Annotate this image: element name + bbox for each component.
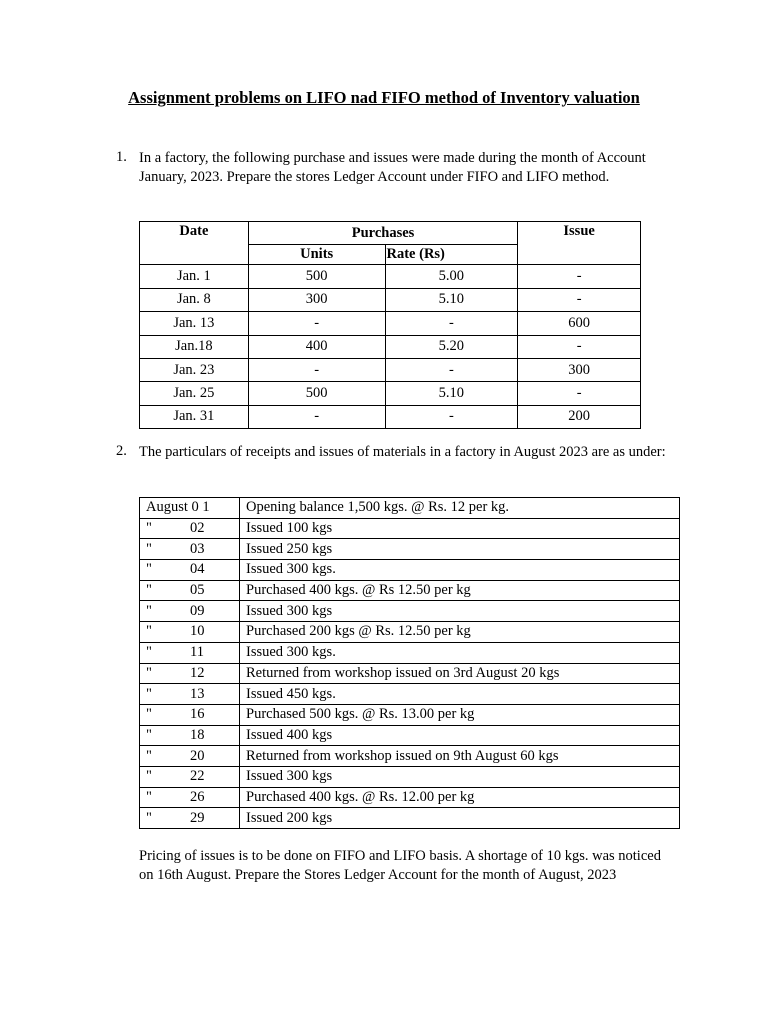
table-row <box>140 405 641 428</box>
description-cell: Returned from workshop issued on 3rd August 20 kgs <box>240 663 680 684</box>
description-cell: Issued 200 kgs <box>240 808 680 829</box>
date-cell <box>140 725 240 746</box>
january-purchases-table <box>139 221 641 429</box>
date-cell <box>140 704 240 725</box>
day-value: 22 <box>190 768 205 785</box>
description-cell: Issued 100 kgs <box>240 518 680 539</box>
rate-cell: 5.10 <box>385 288 518 311</box>
date-cell: Jan. 1 <box>140 265 249 288</box>
table-row <box>140 704 680 725</box>
table-row <box>140 601 680 622</box>
date-cell <box>140 684 240 705</box>
rate-cell: 5.10 <box>385 382 518 405</box>
ditto-mark: " <box>146 540 152 557</box>
units-header: Units <box>248 245 385 265</box>
day-value: 04 <box>190 561 205 578</box>
date-cell: August 0 1 <box>140 498 240 519</box>
table-row <box>140 787 680 808</box>
day-value: 10 <box>190 623 205 640</box>
units-cell: 400 <box>248 335 385 358</box>
table-row <box>140 642 680 663</box>
date-cell: Jan. 25 <box>140 382 249 405</box>
ditto-mark: " <box>146 706 152 723</box>
ditto-mark: " <box>146 768 152 785</box>
day-value: 16 <box>190 706 205 723</box>
rate-header: Rate (Rs) <box>385 245 518 265</box>
table-row <box>140 725 680 746</box>
ditto-mark: " <box>146 602 152 619</box>
units-cell: 500 <box>248 382 385 405</box>
description-cell: Issued 400 kgs <box>240 725 680 746</box>
table-row <box>140 335 641 358</box>
date-cell: Jan.18 <box>140 335 249 358</box>
ditto-mark: " <box>146 664 152 681</box>
description-cell: Purchased 500 kgs. @ Rs. 13.00 per kg <box>240 704 680 725</box>
question-1-number: 1. <box>116 149 127 165</box>
issue-cell: 200 <box>518 405 641 428</box>
day-value: 18 <box>190 726 205 743</box>
date-cell: Jan. 23 <box>140 358 249 381</box>
units-cell: - <box>248 358 385 381</box>
day-value: 05 <box>190 582 205 599</box>
date-cell <box>140 539 240 560</box>
date-cell <box>140 808 240 829</box>
ditto-mark: " <box>146 644 152 661</box>
table-row <box>140 498 680 519</box>
day-value: 12 <box>190 664 205 681</box>
table-row <box>140 560 680 581</box>
date-cell: Jan. 8 <box>140 288 249 311</box>
page-title: Assignment problems on LIFO nad FIFO method of Inventory valuation <box>128 88 640 107</box>
question-1-text: In a factory, the following purchase and issues were made during the month of Account January, 2023. Prepare the stores Ledger Account under FIFO and LIFO method. <box>139 150 646 185</box>
ditto-mark: " <box>146 685 152 702</box>
rate-cell: - <box>385 312 518 335</box>
ditto-mark: " <box>146 726 152 743</box>
issue-cell: - <box>518 288 641 311</box>
table-row <box>140 622 680 643</box>
day-value: 02 <box>190 520 205 537</box>
day-value: 09 <box>190 602 205 619</box>
table-row <box>140 539 680 560</box>
date-cell <box>140 622 240 643</box>
day-value: 03 <box>190 540 205 557</box>
date-cell <box>140 787 240 808</box>
purchases-header: Purchases <box>248 222 517 245</box>
ditto-mark: " <box>146 788 152 805</box>
table-row <box>140 663 680 684</box>
issue-cell: - <box>518 335 641 358</box>
table-row <box>140 288 641 311</box>
ditto-mark: " <box>146 561 152 578</box>
august-transactions-table <box>139 497 680 829</box>
ditto-mark: " <box>146 809 152 826</box>
description-cell: Issued 300 kgs <box>240 766 680 787</box>
table-row <box>140 766 680 787</box>
description-cell: Issued 450 kgs. <box>240 684 680 705</box>
ditto-mark: " <box>146 747 152 764</box>
description-cell: Issued 300 kgs <box>240 601 680 622</box>
description-cell: Purchased 200 kgs @ Rs. 12.50 per kg <box>240 622 680 643</box>
date-cell: Jan. 31 <box>140 405 249 428</box>
day-value: 26 <box>190 788 205 805</box>
date-cell <box>140 580 240 601</box>
table-row <box>140 265 641 288</box>
ditto-mark: " <box>146 582 152 599</box>
date-cell <box>140 766 240 787</box>
day-value: 11 <box>190 644 204 661</box>
units-cell: 500 <box>248 265 385 288</box>
table-row <box>140 808 680 829</box>
rate-cell: 5.20 <box>385 335 518 358</box>
date-cell <box>140 746 240 767</box>
date-cell <box>140 560 240 581</box>
description-cell: Issued 250 kgs <box>240 539 680 560</box>
issue-cell: 300 <box>518 358 641 381</box>
issue-cell: 600 <box>518 312 641 335</box>
table-row <box>140 312 641 335</box>
rate-cell: 5.00 <box>385 265 518 288</box>
date-cell <box>140 663 240 684</box>
date-cell <box>140 601 240 622</box>
description-cell: Purchased 400 kgs. @ Rs 12.50 per kg <box>240 580 680 601</box>
table-row <box>140 684 680 705</box>
table-row <box>140 518 680 539</box>
day-value: 29 <box>190 809 205 826</box>
description-cell: Issued 300 kgs. <box>240 560 680 581</box>
date-header: Date <box>140 222 249 265</box>
rate-cell: - <box>385 358 518 381</box>
rate-cell: - <box>385 405 518 428</box>
issue-cell: - <box>518 265 641 288</box>
issue-cell: - <box>518 382 641 405</box>
pricing-note: Pricing of issues is to be done on FIFO and LIFO basis. A shortage of 10 kgs. was noticed on 16th August. Prepare the Stores Ledger Account for the month of August, 2023 <box>139 848 661 883</box>
ditto-mark: " <box>146 520 152 537</box>
table-row <box>140 580 680 601</box>
day-value: 13 <box>190 685 205 702</box>
description-cell: Returned from workshop issued on 9th August 60 kgs <box>240 746 680 767</box>
description-cell: Purchased 400 kgs. @ Rs. 12.00 per kg <box>240 787 680 808</box>
table-row <box>140 382 641 405</box>
units-cell: 300 <box>248 288 385 311</box>
date-cell: Jan. 13 <box>140 312 249 335</box>
description-cell: Issued 300 kgs. <box>240 642 680 663</box>
table-row <box>140 358 641 381</box>
units-cell: - <box>248 405 385 428</box>
date-cell <box>140 518 240 539</box>
question-2-text: The particulars of receipts and issues of materials in a factory in August 2023 are as under: <box>139 444 666 460</box>
ditto-mark: " <box>146 623 152 640</box>
description-cell: Opening balance 1,500 kgs. @ Rs. 12 per kg. <box>240 498 680 519</box>
date-cell <box>140 642 240 663</box>
units-cell: - <box>248 312 385 335</box>
table-row <box>140 746 680 767</box>
issue-header: Issue <box>518 222 641 265</box>
day-value: 20 <box>190 747 205 764</box>
question-2-number: 2. <box>116 443 127 459</box>
